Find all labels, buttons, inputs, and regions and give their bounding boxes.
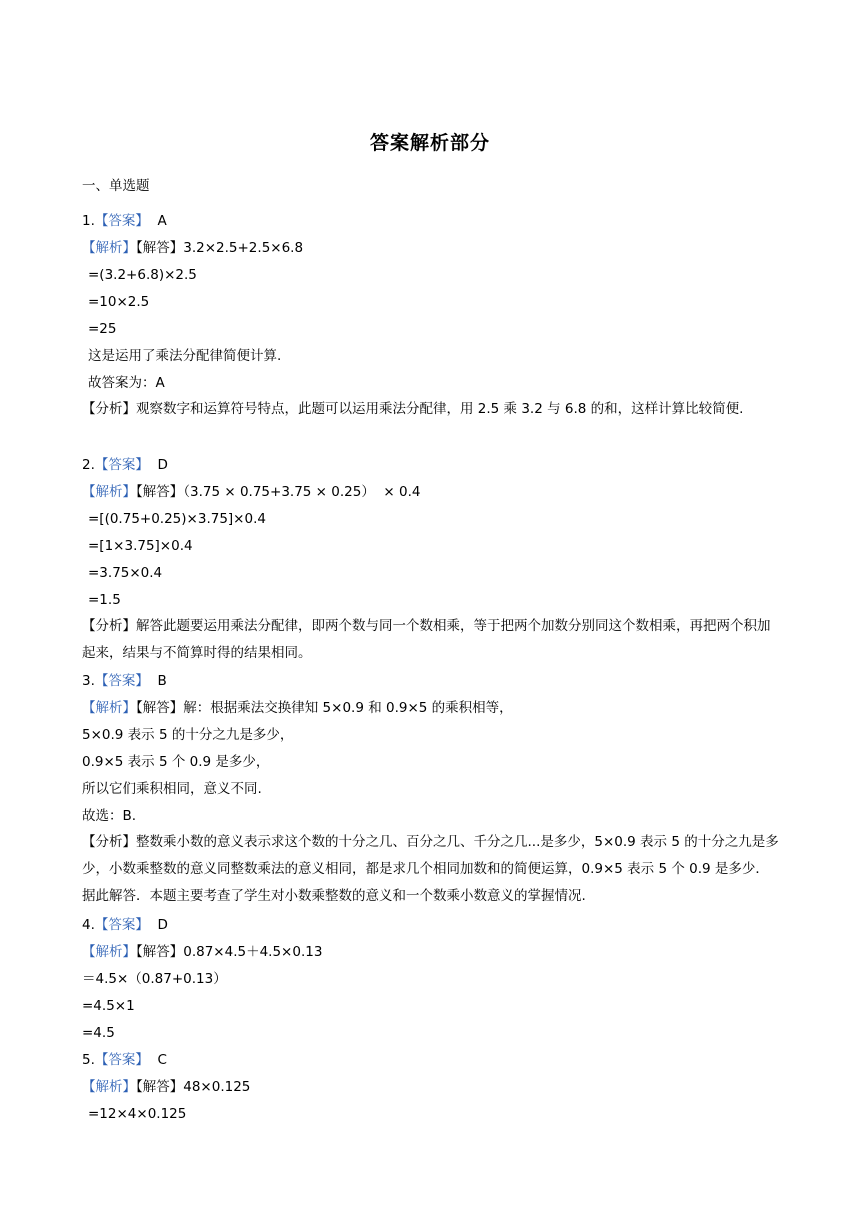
q4-step: ＝4.5×（0.87+0.13） [82,971,227,987]
q2-jiexi-tag: 【解析】 [82,484,136,500]
q1-answer: A [157,213,167,229]
q4-jieda-tag: 【解答】 [136,944,184,960]
q2-answer-line [82,456,168,474]
q2-step: =[(0.75+0.25)×3.75]×0.4 [88,511,266,527]
q4-expression: 0.87×4.5＋4.5×0.13 [183,944,323,960]
q4-answer-line [82,916,168,934]
q2-jieda-tag: 【解答】 [136,484,184,500]
q3-solution-line [82,699,513,717]
q3-line: 0.9×5 表示 5 个 0.9 是多少， [82,754,270,770]
q1-analysis [82,396,782,423]
q5-expression: 48×0.125 [183,1079,251,1095]
q1-step: =10×2.5 [88,294,150,310]
q4-number: 4. [82,917,95,933]
q5-jiexi-tag: 【解析】 [82,1079,136,1095]
q4-solution-line [82,943,322,961]
q2-step: =1.5 [88,592,121,608]
q2-analysis [82,613,782,667]
q2-fenxi-tag: 【分析】 [82,618,136,634]
q3-jiexi-tag: 【解析】 [82,700,136,716]
q3-jieda-tag: 【解答】 [136,700,184,716]
q1-number: 1. [82,213,95,229]
q2-solution-line [82,483,421,501]
q2-answer: D [157,457,168,473]
q1-answer-tag: 【答案】 [94,213,149,229]
page-title: 答案解析部分 [369,132,490,154]
q2-number: 2. [82,457,95,473]
q1-step: =(3.2+6.8)×2.5 [88,267,197,283]
q5-step: =12×4×0.125 [88,1106,187,1122]
section-heading: 一、单选题 [82,178,150,194]
q1-answer-line [82,212,167,230]
q1-fenxi-tag: 【分析】 [82,401,136,417]
q4-step: =4.5 [82,1025,115,1041]
q1-analysis-text: 观察数字和运算符号特点，此题可以运用乘法分配律，用 2.5 乘 3.2 与 6.8 的和，这样计算比较简便. [136,401,744,417]
q4-answer-tag: 【答案】 [94,917,149,933]
q1-jieda-tag: 【解答】 [136,240,184,256]
q3-answer: B [157,673,167,689]
q4-answer: D [157,917,168,933]
q1-jiexi-tag: 【解析】 [82,240,136,256]
q3-answer-line [82,672,167,690]
q4-step: =4.5×1 [82,998,135,1014]
q3-line: 所以它们乘积相同，意义不同. [82,781,262,797]
q3-answer-tag: 【答案】 [94,673,149,689]
q1-solution-line [82,239,303,257]
q1-expression: 3.2×2.5+2.5×6.8 [183,240,304,256]
q3-analysis [82,829,782,910]
q3-fenxi-tag: 【分析】 [82,834,136,850]
q3-line: 故选：B. [82,808,137,824]
q5-answer-tag: 【答案】 [94,1052,149,1068]
q1-note: 这是运用了乘法分配律简便计算. [88,348,282,364]
q5-jieda-tag: 【解答】 [136,1079,184,1095]
q5-answer-line [82,1051,167,1069]
q2-analysis-text: 解答此题要运用乘法分配律，即两个数与同一个数相乘，等于把两个加数分别同这个数相乘，再把两个积加起来，结果与不简算时得的结果相同。 [82,618,771,661]
q1-final: 故答案为：A [88,375,165,391]
q5-answer: C [157,1052,167,1068]
q2-answer-tag: 【答案】 [94,457,149,473]
q2-step: =[1×3.75]×0.4 [88,538,193,554]
q3-line: 5×0.9 表示 5 的十分之九是多少， [82,727,294,743]
q1-step: =25 [88,321,117,337]
q2-expression: （3.75 × 0.75+3.75 × 0.25） × 0.4 [183,484,421,500]
q5-number: 5. [82,1052,95,1068]
q4-jiexi-tag: 【解析】 [82,944,136,960]
q3-analysis-text: 整数乘小数的意义表示求这个数的十分之几、百分之几、千分之几...是多少，5×0.9 表示 5 的十分之九是多少，小数乘整数的意义同整数乘法的意义相同，都是求几个相同加数和的简便运算，0.9×5 表示 5 个 0.9 是多少．据此解答．本题主要考查了学生对小数乘整数的意义和一个数乘小数意义的掌握情况. [82,834,779,904]
q2-step: =3.75×0.4 [88,565,163,581]
q3-number: 3. [82,673,95,689]
q3-expression: 解：根据乘法交换律知 5×0.9 和 0.9×5 的乘积相等， [183,700,513,716]
q5-solution-line [82,1078,250,1096]
